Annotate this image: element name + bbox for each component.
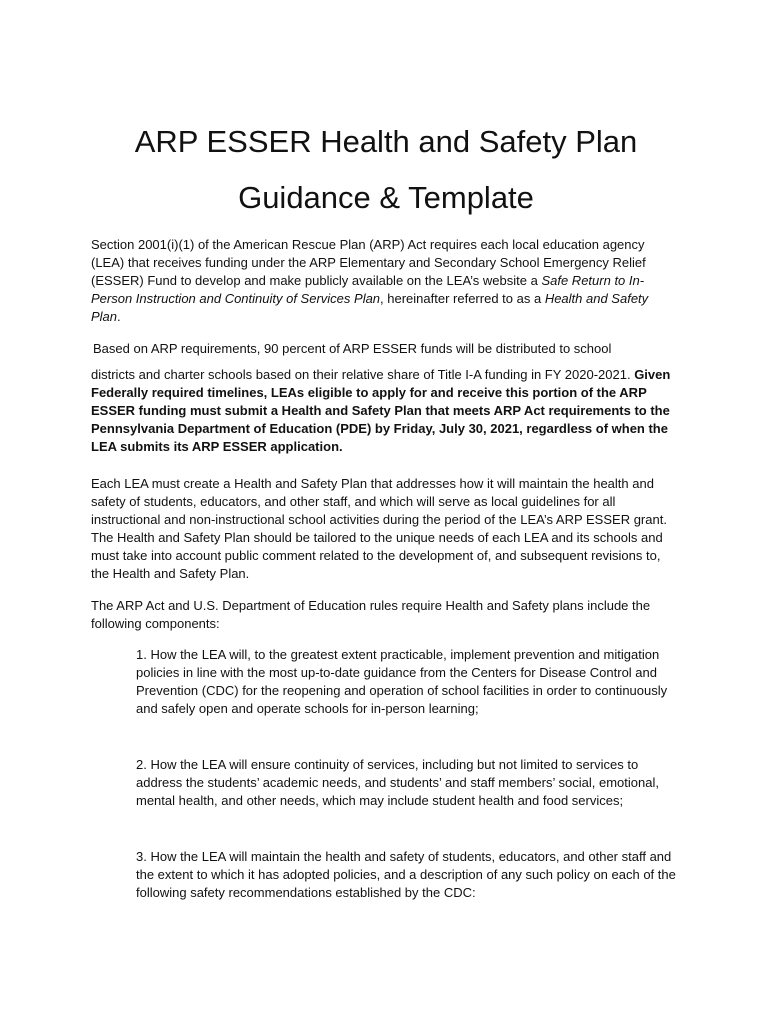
list-item: 1. How the LEA will, to the greatest extent practicable, implement prevention and mitigation policies in line with the most up-to-date guidance from the Centers for Disease Control and Prevention (CDC) for the reopening and operation of school facilities in order to continuously and safely open and operate schools for in-person learning; [136,647,668,716]
intro-paragraph [91,236,681,326]
intro-text-2: , hereinafter referred to as a [380,291,545,306]
requirements-paragraph-first-line: Based on ARP requirements, 90 percent of ARP ESSER funds will be distributed to school [93,341,612,356]
plan-name-italic: Safe Return to In-Person Instruction and Continuity of Services Plan [91,273,645,306]
plan-creation-paragraph: Each LEA must create a Health and Safety Plan that addresses how it will maintain the health and safety of students, educators, and other staff, and which will serve as local guidelines for all instructional and non-instructional school activities during the period of the LEA’s ARP ESSER grant. The Health and Safety Plan should be tailored to the unique needs of each LEA and its schools and must take into account public comment related to the development of, and subsequent revisions to, the Health and Safety Plan. [91,476,667,581]
intro-text-3: . [117,309,121,324]
list-item: 2. How the LEA will ensure continuity of services, including but not limited to services to address the students’ academic needs, and students’ and staff members’ social, emotional, mental health, and other needs, which may include student health and food services; [136,757,659,808]
intro-text-1: Section 2001(i)(1) of the American Rescue Plan (ARP) Act requires each local education agency (LEA) that receives funding under the ARP Elementary and Secondary School Emergency Relief (ESSER) Fund to develop and make publicly available on the LEA’s website a [91,237,646,288]
plan-short-name-italic: Health and Safety Plan [91,291,649,324]
document-title-line-1: ARP ESSER Health and Safety Plan [134,124,638,159]
requirements-text: districts and charter schools based on their relative share of Title I-A funding in FY 2020-2021. [91,367,635,382]
requirements-paragraph [91,366,681,456]
list-item: 3. How the LEA will maintain the health and safety of students, educators, and other staff and the extent to which it has adopted policies, and a description of any such policy on each of the following safety recommendations established by the CDC: [136,849,676,900]
document-title-line-2: Guidance & Template [238,180,534,215]
deadline-bold-text: Given Federally required timelines, LEAs eligible to apply for and receive this portion of the ARP ESSER funding must submit a Health and Safety Plan that meets ARP Act requirements to the Pennsylvania Department of Education (PDE) by Friday, July 30, 2021, regardless of when the LEA submits its ARP ESSER application. [91,367,671,454]
components-intro-paragraph: The ARP Act and U.S. Department of Education rules require Health and Safety plans include the following components: [91,598,651,631]
